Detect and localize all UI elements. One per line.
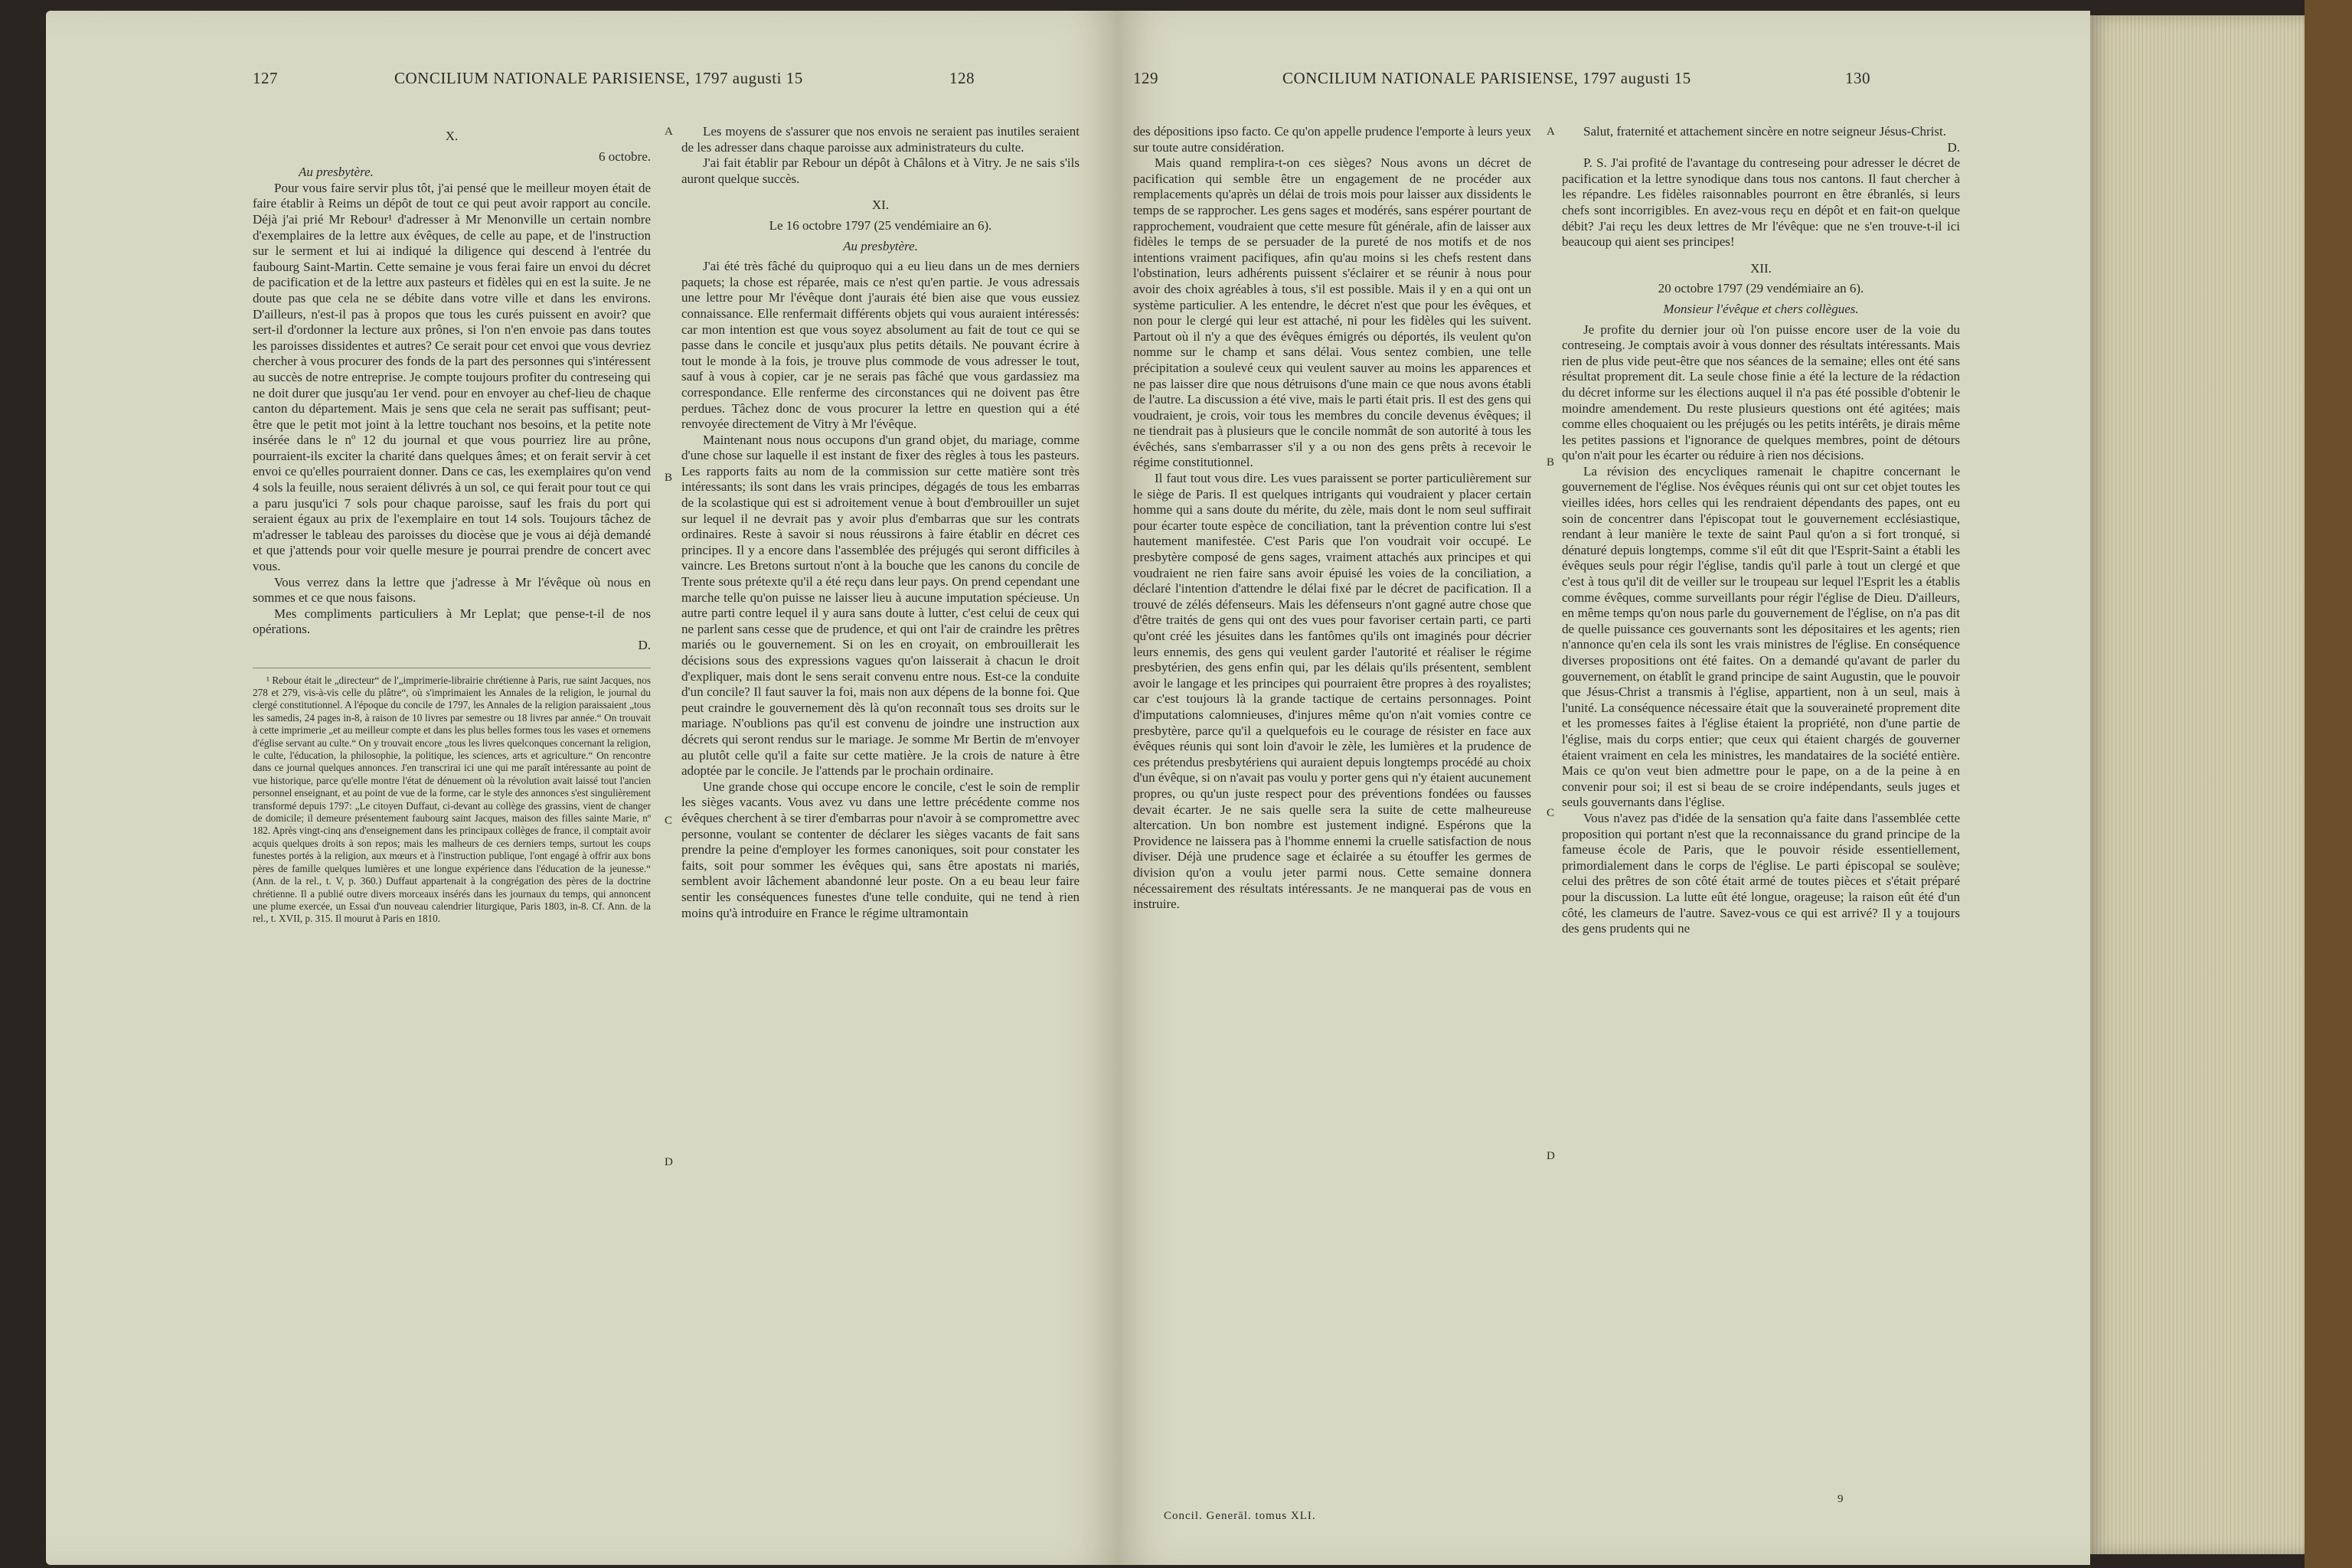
paragraph: Une grande chose qui occupe encore le concile, c'est le soin de remplir les sièges vacants. Vous avez vu dans une lettre précédente comme nos évêques cherchent à se tirer d'embarras pour n'avoir à se compromettre avec personne, voulant se contenter de déclarer les sièges vacants de fait sans prendre la peine d'employer les formes canoniques, soit pour constater les faits, soit pour sommer les évêques qui, sans être apostats ni mariés, semblent avoir lâchement abandonné leur poste. On a eu beau leur faire sentir les conséquences funestes d'une telle conduite, qui ne tend à rien moins qu'à introduire en France le régime ultramontain [681, 779, 1080, 920]
paragraph: Salut, fraternité et attachement sincère en notre seigneur Jésus-Christ. [1583, 124, 1946, 139]
paragraph: J'ai été très fâché du quiproquo qui a eu lieu dans un de mes derniers paquets; la chose est réparée, mais ce n'est qu'en partie. Je vous adressais une lettre pour Mr l'évêque dont j'aurais été bien aise que vous eussiez connaissance. Elle renfermait différents objets qui vous auraient intéressés: car mon intention est que vous soyez absolument au fait de tout ce qui se passe dans le concile et jusqu'aux plus petits détails. Ne pouvant écrire à tout le monde à la fois, je trouve plus commode de vous adresser le tout, sauf à vous à copier, car je ne serais pas fâché que vous gardassiez ma correspondance. Elle renferme des circonstances qui ne doivent pas être perdues. Tâchez donc de vous procurer la lettre en question qui a été renvoyée directement de Vitry à Mr l'évêque. [681, 259, 1080, 432]
paragraph: Mais quand remplira-t-on ces sièges? Nous avons un décret de pacification qui semble être un engagement de ne procéder aux remplacements qu'après un délai de trois mois pour laisser aux dissidents le temps de se rapprocher. Les gens sages et modérés, sans espérer pourtant de rapprochement, voudraient que cette mesure fût générale, afin de laisser aux fidèles le temps de se persuader de la pureté de nos motifs et de nos intentions vraiment pacifiques, afin qu'au moins si les chefs restent dans l'obstination, leurs adhérents puissent s'éclairer et se réunir à nous pour avoir des choix agréables à tous, s'il est possible. Mais il y en a qui ont un système particulier. A les entendre, le décret n'est que pour les évêques, et non pour le clergé qui leur est attaché, ni pour les fidèles qui les suivent. Partout où il n'y a que des évêques émigrés ou déportés, ils veulent qu'on nomme sur le champ et sans délai. Vous sentez combien, une telle précipitation a soulevé ceux qui veulent sauver au moins les apparences et ne pas laisser dire que nous détruisons d'une main ce que nous avons établi de l'autre. La discussion a été vive, mais le parti était pris. Il est des gens qui voudraient, je crois, voir tous les membres du concile devenus évêques; il ne tiendrait pas à plusieurs que le concile nommât de son autorité à tous les évêchés, sans s'embarrasser s'il y a ou non des gens prêts à recevoir le régime constitutionnel. [1133, 155, 1531, 470]
signature-mark: 9 [1838, 1493, 1844, 1505]
section-date: 20 octobre 1797 (29 vendémiaire an 6). [1658, 281, 1864, 296]
left-page [46, 11, 1118, 1565]
paragraph: Vous n'avez pas d'idée de la sensation qu'a faite dans l'assemblée cette proposition qui portant n'est que la reconnaissance du grand principe de la fameuse école de Paris, que le pouvoir réside essentiellement, primordialement dans le corps de l'église. Le parti épiscopal se soulève; celui des prêtres de son côté était armé de toutes pièces et s'était préparé pour la discussion. La lutte eût été longue, orageuse; la raison eût été d'un côté, les clameurs de l'autre. Savez-vous ce qui est arrivé? Il y a toujours des gens prudents qui ne [1562, 810, 1960, 936]
page-number-129: 129 [1133, 69, 1158, 87]
book-page-edges [2090, 15, 2305, 1554]
paragraph: Pour vous faire servir plus tôt, j'ai pensé que le meilleur moyen était de faire établir à Reims un dépôt de tout ce qui peut avoir rapport au concile. Déjà j'ai prié Mr Rebour¹ d'adresser à Mr Menonville un certain nombre d'exemplaires de la lettre aux évêques, de celle au pape, et de l'instruction sur le serment et lui ai indiqué la diligence qui descend à l'entrée du faubourg Saint-Martin. Cette semaine je vous ferai faire un envoi du décret de pacification et de la lettre aux pasteurs et fidèles qui en est la suite. Je ne doute pas que cela ne se débite dans votre ville et dans les environs. D'ailleurs, n'est-il pas à propos que tous les curés puissent en avoir? que sert-il d'ordonner la lecture aux prônes, si l'on n'en envoie pas dans toutes les paroisses dissidentes et autres? Ce serait pour cet envoi que vous devriez chercher à vous procurer des fonds de la part des personnes qui s'intéressent au succès de notre entreprise. Je compte toujours profiter du contreseing qui ne doit durer que jusqu'au 1er vend. pour en envoyer au chef-lieu de chaque canton du département. Mais je sens que cela ne serait pas suffisant; peut-être que le petit mot joint à la lettre touchant nos besoins, et la petite note insérée dans le nº 12 du journal et que vous pourriez lire au prône, pourraient-ils exciter la charité dans quelques âmes; et on ferait servir à cet envoi ce qu'elles pourraient donner. Dans ce cas, les exemplaires qu'on vend 4 sols la feuille, nous seraient délivrés à un sol, ce qui ferait pour tout ce qui a paru jusqu'ici 7 sols pour chaque paroisse, sauf les frais du port qui seraient égaux au prix de l'exemplaire en tout 14 sols. Toujours tâchez de m'adresser le tableau des paroisses du diocèse que je vous ai déjà demandé et que j'attends pour voir quelle mesure je pourrai prendre de concert avec vous. [253, 180, 651, 574]
salutation: Au presbytère. [843, 238, 918, 253]
page-number-130: 130 [1845, 69, 1870, 87]
paragraph: Il faut tout vous dire. Les vues paraissent se porter particulièrement sur le siège de Paris. Il est quelques intrigants qui voudraient y placer certain homme qui a sans doute du mérite, du zèle, mais dont le nom seul suffirait pour écarter toute espèce de conciliation, tant la prévention contre lui s'est hautement manifestée. C'est Paris que l'on voudrait voir occupé. Le presbytère composé de gens sages, vraiment attachés aux principes et qui voudraient ne rien faire sans avoir épuisé les voies de la conciliation, a déclaré l'intention d'attendre le délai fixé par le décret de pacification. Il a trouvé de zélés défenseurs. Mais les défenseurs n'ont gagné autre chose que d'être traités de gens qui ont des vues pour favoriser certain parti, ce parti qu'ont créé les jésuites dans les fantômes qu'ils ont imaginés pour décrier leurs ennemis, des gens qui veulent garder l'autorité et réaliser le régime presbytérien, des gens enfin qui, par les délais qu'ils présentent, semblent avoir le langage et les principes qui pourraient être propres à des royalistes; car c'est toujours là la grande tactique de certains personnages. Point d'imputations calomnieuses, d'injures même qu'on n'ait vomies contre ce presbytère, parce qu'il a quelquefois eu le courage de résister en face aux évêques réunis qui sont loin d'avoir le zèle, les lumières et la prudence de ces prétendus presbytériens qui auraient depuis longtemps procédé au choix d'un évêque, si on n'avait pas voulu y porter gens qui n'y étaient aucunement propres, ou qu'un juste respect pour des préventions fondées ou fausses devait écarter. Je ne sais quelle sera la suite de cette malheureuse altercation. Un bon nombre est justement indigné. Espérons que la Providence ne laissera pas à l'homme ennemi la cruelle satisfaction de nous diviser. Déjà une prudence sage et éclairée a su étouffer les germes de division qu'on a voulu jeter parmi nous. Cette semaine donnera nécessairement des résultats intéressants. Je ne manquerai pas de vous en instruire. [1133, 471, 1531, 912]
margin-letter: A [1547, 126, 1555, 138]
margin-letter: D [1547, 1150, 1555, 1162]
margin-letter: C [665, 815, 673, 827]
margin-letter: B [665, 472, 673, 484]
paragraph: La révision des encycliques ramenait le chapitre concernant le gouvernement de l'église. Nos évêques réunis qui ont sur cet objet toutes les vieilles idées, hors celles qui les rendraient dépendants des papes, ont eu soin de concentrer dans l'épiscopat tout le gouvernement ecclésiastique, rendant à leur manière le texte de saint Paul qu'on a si fort tronqué, si dénaturé depuis longtemps, comme s'il eût dit que l'Esprit-Saint a établi les évêques seuls pour régir l'église, tandis qu'il parle à tout un clergé et que c'est à tous qu'il dit de veiller sur le troupeau sur lequel l'Esprit les a établis comme évêques, comme surveillants pour régir l'église de Dieu. D'ailleurs, en même temps qu'on nous parle du gouvernement de l'église, on n'a pas dit de quelle puissance ces gouvernants sont les dépositaires et les agents; rien n'annonce qu'en cela ils sont les vrais ministres de l'église. En conséquence diverses propositions ont été faites. On a demandé qu'avant de parler du gouvernement, on établît le grand principe de saint Augustin, que le pouvoir que Jésus-Christ a transmis à l'église, appartient, non à un seul, mais à l'unité. La conséquence nécessaire était que la souveraineté proprement dite et les promesses faites à l'église étaient la propriété, non d'une partie de l'église, mais du corps entier; que ceux qui étaient chargés de gouverner étaient vraiment en cela les ministres, les mandataires de la société entière. Mais ce qu'on veut bien admettre pour le pape, on a de la peine à en convenir pour soi; il est si beau de se croire indépendants, seuls juges et seuls gouvernants dans l'église. [1562, 463, 1960, 810]
section-date: Le 16 octobre 1797 (25 vendémiaire an 6). [769, 217, 992, 233]
running-title-right: CONCILIUM NATIONALE PARISIENSE, 1797 augusti 15 [1282, 69, 1691, 87]
running-title-left: CONCILIUM NATIONALE PARISIENSE, 1797 augusti 15 [394, 69, 803, 87]
book-cover-edge [2305, 0, 2352, 1568]
section-heading-xii: XII. [1750, 260, 1772, 276]
footnote [253, 668, 651, 926]
salutation: Au presbytère. [299, 165, 374, 180]
paragraph: J'ai fait établir par Rebour un dépôt à Châlons et à Vitry. Je ne sais s'ils auront quelque succès. [681, 155, 1080, 186]
paragraph: Vous verrez dans la lettre que j'adresse à Mr l'évêque où nous en sommes et ce que nous faisons. [253, 574, 651, 606]
paragraph: Maintenant nous nous occupons d'un grand objet, du mariage, comme d'une chose sur laquelle il est instant de fixer des règles à tous les pasteurs. Les rapports faits au nom de la commission sur cette matière sont très intéressants; ils sont dans les vrais principes, dégagés de tous les embarras de la scolastique qui est si adroitement venue à bout d'embrouiller un sujet sur lequel il ne devrait pas y avoir plus d'embarras que sur les contrats ordinaires. Reste à savoir si nous réussirons à faire établir en décret ces principes. Il y a encore dans l'assemblée des préjugés qui seront difficiles à vaincre. Les Bretons surtout n'ont à la bouche que les canons du concile de Trente sous prétexte qu'il a été reçu dans leur pays. On prend cependant une marche telle qu'on puisse ne laisser lieu à aucune imputation spécieuse. Un autre parti contre lequel il y aura sans doute à lutter, c'est celui de ceux qui ne parlent sans cesse que de prudence, et qui ont l'air de craindre les prêtres mariés ou le gouvernement. Si on les en croyait, on embrouillerait les décisions sous des expressions vagues qu'on laisserait à chacun le droit d'expliquer, mais dont le sens serait convenu entre nous. Est-ce la conduite d'un concile? Il faut sauver la foi, mais non aux dépens de la bonne foi. Que peut craindre le gouvernement dès là qu'on reconnaît tous ses droits sur le mariage. N'oublions pas qu'il est convenu de joindre une instruction aux décrets qui seront rendus sur le mariage. Je somme Mr Bertin de m'envoyer au plutôt celle qu'il a faite sur cette matière. Je la crois de nature à être adoptée par le concile. Je l'attends par le prochain ordinaire. [681, 432, 1080, 779]
right-column-2 [1562, 124, 1960, 937]
paragraph: Mes compliments particuliers à Mr Leplat; que pense-t-il de nos opérations. [253, 606, 651, 637]
left-column-1 [253, 124, 651, 926]
paragraph: des dépositions ipso facto. Ce qu'on appelle prudence l'emporte à leurs yeux sur toute autre considération. [1133, 124, 1531, 155]
margin-letter: D [665, 1156, 673, 1168]
paragraph: Les moyens de s'assurer que nos envois ne seraient pas inutiles seraient de les adresser dans chaque paroisse aux administrateurs du culte. [681, 124, 1080, 155]
right-page [1118, 11, 2090, 1565]
margin-letter: A [665, 126, 673, 138]
page-number-128: 128 [949, 69, 975, 87]
section-heading-x: X. [445, 129, 459, 143]
volume-footer: Concil. Generāl. tomus XLI. [1164, 1510, 1316, 1522]
left-column-2 [681, 124, 1080, 921]
footnote-text: ¹ Rebour était le „directeur“ de l'„imprimerie-librairie chrétienne à Paris, rue saint Jacques, nos 278 et 279, vis-à-vis celle du plâtre“, où s'imprimaient les Annales de la religion, le journal du clergé constitutionnel. A l'époque du concile de 1797, les Annales de la religion paraissaient „tous les samedis, 24 pages in-8, à raison de 10 livres par semestre ou 18 livres par année.“ On trouvait à cette imprimerie „et au meilleur compte et dans les plus belles formes tous les vases et ornemens d'église servant au culte.“ On y trouvait encore „tous les livres quelconques concernant la religion, le culte, l'éducation, la philosophie, la politique, les sciences, arts et agriculture.“ On rencontre dans ce journal quelques annonces. J'en transcrirai ici une qui me paraît intéressante au point de vue historique, parce qu'elle montre l'état de dénuement où la révolution avait laissé tout l'ancien personnel enseignant, et au point de vue de la forme, car le style des annonces s'est singulièrement transformé depuis 1797: „Le citoyen Duffaut, ci-devant au collège des grassins, vient de changer de domicile; il demeure présentement faubourg saint Jacques, maison des filles sainte Marie, nº 182. Après vingt-cinq ans d'enseignement dans les principaux collèges de france, il comptait avoir acquis quelques droits à son repos; mais les malheurs de ces derniers temps, surtout les coups funestes portés à la religion, aux mœurs et à l'instruction publique, l'ont engagé à offrir aux bons pères de famille quelques lumières et une longue expérience dans l'éducation de la jeunesse.“ (Ann. de la rel., t. V, p. 360.) Duffaut appartenait à la congrégation des pères de la doctrine chrétienne. Il a publié outre divers morceaux insérés dans les journaux du temps, qui annoncent une plume exercée, un Essai d'un nouveau calendrier liturgique, Paris 1803, in-8. Cf. Ann. de la rel., t. XVII, p. 315. Il mourut à Paris en 1810. [253, 674, 651, 925]
section-date: 6 octobre. [599, 149, 651, 164]
paragraph: Je profite du dernier jour où l'on puisse encore user de la voie du contreseing. Je comptais avoir à vous donner des résultats intéressants. Mais rien de plus vide peut-être que nos séances de la semaine; elles ont été sans résultat proprement dit. La seule chose finie a été la lecture de la rédaction du décret informe sur les élections auquel il n'a pas été possible d'obtenir le moindre amendement. Du reste plusieurs questions ont été agitées; mais comme elles choquaient ou les préjugés ou les petits intérêts, je dirais même les petites passions et l'ignorance de quelques membres, point de détours qu'on n'ait pour les écarter ou réduire à rien nos décisions. [1562, 322, 1960, 463]
margin-letter: B [1547, 456, 1555, 469]
page-number-127: 127 [253, 69, 278, 87]
signature: D. [638, 638, 651, 652]
section-heading-xi: XI. [871, 198, 890, 213]
postscript: P. S. J'ai profité de l'avantage du contreseing pour adresser le décret de pacification et la lettre synodique dans tous nos cantons. Il faut chercher à les répandre. Les fidèles raisonnables pourront en être ébranlés, si leurs chefs sont incorrigibles. En avez-vous reçu en dépôt et en fait-on quelque débit? J'ai reçu les deux lettres de Mr l'évêque: que ne s'en trouve-t-il ici beaucoup qui aient ses principes! [1562, 155, 1960, 250]
right-column-1 [1133, 124, 1531, 913]
signature: D. [1947, 139, 1960, 155]
margin-letter: C [1547, 807, 1555, 819]
salutation: Monsieur l'évêque et chers collègues. [1663, 301, 1859, 316]
